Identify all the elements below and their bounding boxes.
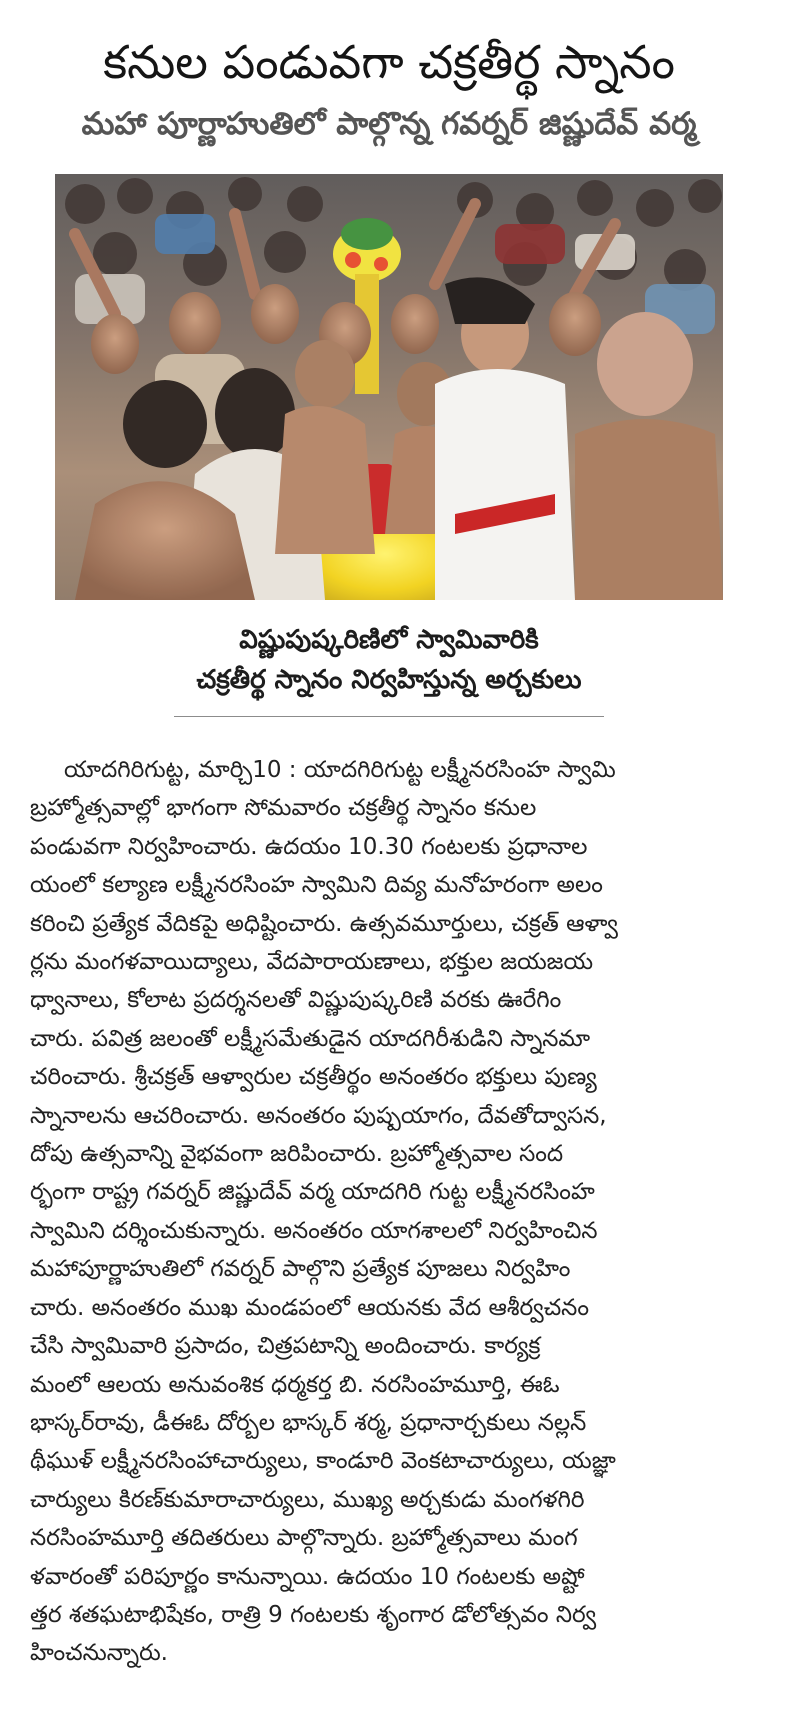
body-line: మంలో ఆలయ అనువంశిక ధర్మకర్త బి. నరసింహమూర్తి, ఈఓ <box>30 1371 560 1398</box>
body-line: ర్లను మంగళవాయిద్యాలు, వేదపారాయణాలు, భక్తుల జయజయ <box>30 949 594 976</box>
caption-divider <box>174 716 604 717</box>
body-line: థీఘుళ్ లక్ష్మీనరసింహాచార్యులు, కాండూరి వెంకటాచార్యులు, యజ్ఞా <box>30 1448 616 1475</box>
body-line: చారు. పవిత్ర జలంతో లక్ష్మీసమేతుడైన యాదగిరీశుడిని స్నానమా <box>30 1025 591 1052</box>
body-line: చార్యులు కిరణ్‌కుమారాచార్యులు, ముఖ్య అర్చకుడు మంగళగిరి <box>30 1486 585 1513</box>
body-line: యంలో కల్యాణ లక్ష్మీనరసింహ స్వామిని దివ్య మనోహరంగా అలం <box>30 872 603 899</box>
body-line: బ్రహ్మోత్సవాల్లో భాగంగా సోమవారం చక్రతీర్థ స్నానం కనుల <box>30 795 537 822</box>
body-line: ళవారంతో పరిపూర్ణం కానున్నాయి. ఉదయం 10 గంటలకు అష్టో <box>30 1563 585 1590</box>
body-line: భాస్కర్‌రావు, డీఈఓ దోర్బల భాస్కర్ శర్మ, ప్రధానార్చకులు నల్లన్ <box>30 1409 587 1436</box>
body-line: ధ్వానాలు, కోలాట ప్రదర్శనలతో విష్ణుపుష్కరిణి వరకు ఊరేగిం <box>30 987 562 1014</box>
caption-line-1: విష్ణుపుష్కరిణిలో స్వామివారికి <box>239 625 539 655</box>
body-line: కరించి ప్రత్యేక వేదికపై అధిష్టించారు. ఉత్సవమూర్తులు, చక్రత్ ఆళ్వా <box>30 910 618 937</box>
body-line: చరించారు. శ్రీచక్రత్ ఆళ్వారుల చక్రతీర్థం అనంతరం భక్తులు పుణ్య <box>30 1064 597 1091</box>
article-body <box>30 751 748 1673</box>
headline: కనుల పండువగా చక్రతీర్థ స్నానం <box>103 35 675 89</box>
body-line: నరసింహమూర్తి తదితరులు పాల్గొన్నారు. బ్రహ్మోత్సవాలు మంగ <box>30 1525 578 1552</box>
caption-line-2: చక్రతీర్థ స్నానం నిర్వహిస్తున్న అర్చకులు <box>196 665 582 695</box>
body-line: దోపు ఉత్సవాన్ని వైభవంగా జరిపించారు. బ్రహ్మోత్సవాల సంద <box>30 1141 564 1168</box>
body-line: యాదగిరిగుట్ట, మార్చి10 : యాదగిరిగుట్ట లక్ష్మీనరసింహ స్వామి <box>64 757 616 783</box>
body-line: త్తర శతఘటాభిషేకం, రాత్రి 9 గంటలకు శృంగార డోలోత్సవం నిర్వ <box>30 1601 597 1628</box>
body-line: చేసి స్వామివారి ప్రసాదం, చిత్రపటాన్ని అందించారు. కార్యక్ర <box>30 1333 541 1360</box>
body-line: స్వామిని దర్శించుకున్నారు. అనంతరం యాగశాలలో నిర్వహించిన <box>30 1217 598 1244</box>
body-line: హించనున్నారు. <box>30 1640 168 1667</box>
body-line: మహాపూర్ణాహుతిలో గవర్నర్ పాల్గొని ప్రత్యేక పూజలు నిర్వహిం <box>30 1256 571 1283</box>
photo-caption <box>30 620 748 700</box>
body-line: ర్భంగా రాష్ట్ర గవర్నర్ జిష్ణుదేవ్ వర్మ యాదగిరి గుట్ట లక్ష్మీనరసింహ <box>30 1179 595 1206</box>
crowd-ritual-photo <box>55 174 723 600</box>
subheadline: మహా పూర్ణాహుతిలో పాల్గొన్న గవర్నర్ జిష్ణుదేవ్ వర్మ <box>81 106 697 142</box>
body-line: పండువగా నిర్వహించారు. ఉదయం 10.30 గంటలకు ప్రధానాల <box>30 833 588 860</box>
body-line: స్నానాలను ఆచరించారు. అనంతరం పుష్పయాగం, దేవతోద్వాసన, <box>30 1102 607 1129</box>
news-photo <box>55 174 723 600</box>
body-line: చారు. అనంతరం ముఖ మండపంలో ఆయనకు వేద ఆశీర్వచనం <box>30 1294 589 1321</box>
